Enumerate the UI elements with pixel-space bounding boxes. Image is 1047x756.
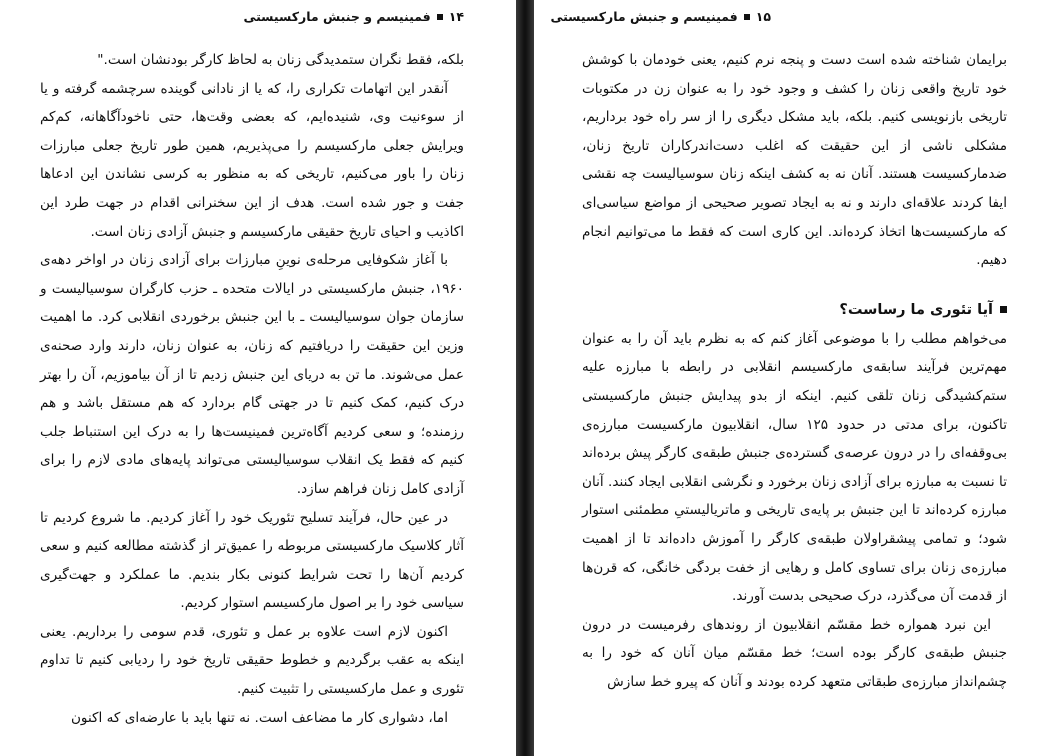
book-gutter: [516, 0, 534, 756]
running-head-left: [243, 9, 464, 24]
paragraph: در عین حال، فرآیند تسلیح تئوریک خود را آغاز کردیم. ما شروع کردیم تا آثار کلاسیک مارکسیستی مربوطه را عمیق‌تر از گذشته مطالعه کنیم و سعی کردیم آن‌ها را تحت شرایط کنونی بکار بندیم. ما عملکرد و جهت‌گیری سیاسی خود را بر اصول مارکسیسم استوار کردیم.: [40, 509, 464, 612]
left-body-text: [0, 46, 516, 732]
paragraph: می‌خواهم مطلب را با موضوعی آغاز کنم که به نظرم باید آن را به عنوان مهم‌ترین فرآیند سابقه‌ی مارکسیسم انقلابی در رابطه با مبارزه علیه ستم‌کشیدگی زنان تلقی کنیم. اینکه از بدو پیدایش جنبش مارکسیستی تاکنون، برای مدتی در حدود ۱۲۵ سال، انقلابیون مارکسیست مبارزه‌ی بی‌وقفه‌ای را در درون عرصه‌ی گسترده‌ی جنبش طبقه‌ی کارگر پیش برده‌اند تا نسبت به مبارزه برای آزادی زنان برخورد و نگرشی انقلابی ایجاد کنند. آنان مبارزه کرده‌اند تا این جنبش بر پایه‌ی تاریخی و ماتریالیستیِ مطمئنی استوار شود؛ و تمامی پیشقراولان طبقه‌ی کارگر را آموزش داده‌اند تا از اهمیت مبارزه‌ی زنان برای تساوی کامل و رهایی از خفت بردگی خانگی، که قرن‌ها از قدمت آن می‌گذرد، درک صحیحی بدست آورند.: [582, 330, 1007, 605]
paragraph: با آغاز شکوفایی مرحله‌ی نوینِ مبارزات برای آزادی زنان در اواخر دهه‌ی ۱۹۶۰، جنبش مارکسیستی در ایالات متحده ـ حزب کارگران سوسیالیست و سازمان جوان سوسیالیست ـ با این جنبش برخوردی انقلابی کرد. ما اهمیت وزین این حقیقت را دریافتیم که زنان، به عنوان زنان، دارند وارد صحنه‌ی عمل می‌شوند. ما تن به دریای این جنبش زدیم تا از آن بیاموزیم، آن را بهتر درک کنیم، کمک کنیم تا در جهتی گام بردارد که هم مستقل باشد و هم رزمنده؛ و سعی کردیم آگاه‌ترین فمینیست‌ها را به درک این استنباط جلب کنیم که فقط یک انقلاب سوسیالیستی می‌تواند پایه‌های مادی لازم را برای آزادی کامل زنان فراهم سازد.: [40, 252, 464, 497]
running-title-right: فمینیسم و جنبش مارکسیستی: [550, 9, 738, 24]
right-page: [534, 0, 1047, 756]
page-number-left: ۱۴: [448, 9, 464, 24]
right-body-text: [534, 46, 1047, 696]
page-number-right: ۱۵: [755, 9, 771, 24]
running-head-right: [550, 9, 771, 24]
square-bullet-icon: [437, 14, 443, 20]
paragraph: برایمان شناخته شده است دست و پنجه نرم کنیم، یعنی خودمان با کوشش خود تاریخ واقعی زنان را کشف و وجود خود را به عنوان زن در مکتوبات تاریخی بازنویسی کنیم. بلکه، باید مشکل دیگری را از سر راه خود برداریم، مشکلی ناشی از این حقیقت که اغلب دست‌اندرکاران تاریخ زنان، ضدمارکسیست هستند. آنان نه به کشف اینکه زنان سوسیالیست چه نقشی ایفا کردند علاقه‌ای دارند و نه به ایجاد تصویر صحیحی از مواضع سیاسی‌ای که مارکسیست‌ها اتخاذ کرده‌اند. این کاری است که فقط ما می‌توانیم انجام دهیم.: [582, 52, 1007, 269]
square-bullet-icon: [744, 14, 750, 20]
left-page: [0, 0, 516, 756]
paragraph: آنقدر این اتهامات تکراری را، که یا از نادانی گوینده سرچشمه گرفته و یا از سوءنیت وی، شنیده‌ایم، که بعضی وقت‌ها، حتی ناخودآگاهانه، کم‌کم ویرایش جعلی مارکسیسم را می‌پذیریم، همین طور تاریخ جعلی مبارزات زنان را باور می‌کنیم، تاریخی که به منظور به کرسی نشاندن این ادعاها جفت و جور شده است. هدف از این سخنرانی اقدام در جهت طرد این اکاذیب و احیای تاریخ حقیقی مارکسیسم و جنبش آزادی زنان است.: [40, 80, 464, 240]
section-heading-text: آیا تئوری ما رساست؟: [839, 301, 993, 318]
square-bullet-icon: [1000, 306, 1007, 313]
paragraph: اکنون لازم است علاوه بر عمل و تئوری، قدم سومی را برداریم. یعنی اینکه به عقب برگردیم و خطوط حقیقی تاریخ خود را ردیابی کنیم تا تداوم تئوری و عمل مارکسیستی را تثبیت کنیم.: [40, 623, 464, 698]
running-title-left: فمینیسم و جنبش مارکسیستی: [243, 9, 431, 24]
paragraph: اما، دشواری کار ما مضاعف است. نه تنها باید با عارضه‌ای که اکنون: [70, 709, 448, 726]
paragraph: این نبرد همواره خط مقسّم انقلابیون از روندهای رفرمیست در درون جنبش طبقه‌ی کارگر بوده است؛ خط مقسّم میان آنان که خود را به چشم‌انداز مبارزه‌ی طبقاتی متعهد کرده بودند و آنان که پیرو خط سازش: [582, 616, 1007, 690]
section-heading: [582, 295, 1007, 325]
paragraph: بلکه، فقط نگران ستمدیدگی زنان به لحاظ کارگر بودنشان است.": [97, 52, 464, 68]
